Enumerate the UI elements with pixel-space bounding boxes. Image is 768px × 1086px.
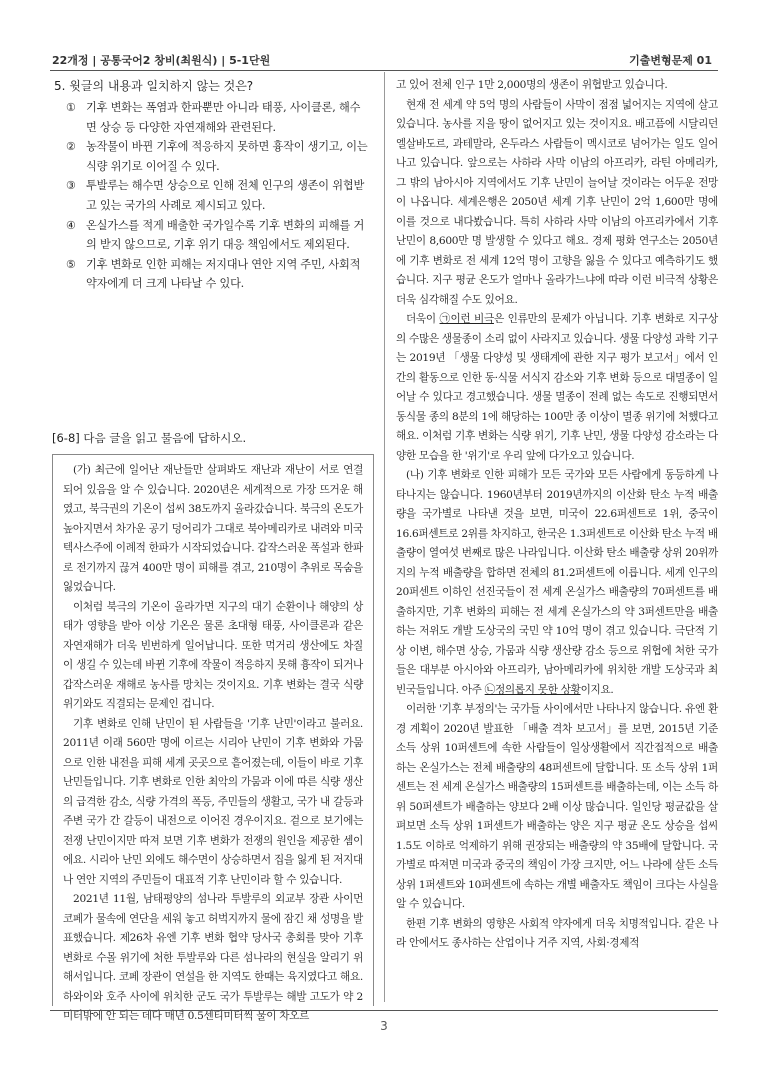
question-5 (52, 76, 370, 294)
choice-4[interactable] (52, 216, 370, 255)
passage-box-left (52, 454, 374, 1022)
passage-right-column (396, 76, 718, 954)
underlined-mark-a: ㉠이런 비극 (439, 313, 494, 325)
passage-paragraph: 기후 변화로 인해 난민이 된 사람들을 '기후 난민'이라고 불러요. 2011년 이래 560만 명에 이르는 시리아 난민이 기후 변화와 가뭄으로 인한 내전을 피해 세계 곳곳으로 흩어졌는데, 이들이 바로 기후 난민들입니다. 기후 변화로 인한 최악의 가뭄과 이에 따른 식량 생산의 급격한 감소, 식량 가격의 폭등, 주민들의 생활고, 국가 내 갈등과 주변 국가 간 갈등이 내전으로 이어진 경우이지요. 겉으로 보기에는 전쟁 난민이지만 따져 보면 기후 변화가 전쟁의 원인을 제공한 셈이에요. 시리아 난민 외에도 해수면이 상승하면서 집을 잃게 된 저지대나 연안 지역의 주민들이 대표적 기후 난민이라 할 수 있습니다. (63, 717, 363, 886)
passage-paragraph: 이처럼 북극의 기온이 올라가면 지구의 대기 순환이나 해양의 상태가 영향을 받아 이상 기온은 물론 초대형 태풍, 사이클론과 같은 자연재해가 더욱 빈번하게 일어납니다. 또한 먹거리 생산에도 차질이 생길 수 있는데 바뀐 기후에 작물이 적응하지 못해 흉작이 되거나 갑작스러운 재해로 농사를 망치는 것이지요. 기후 변화는 결국 식량 위기와도 직결되는 문제인 겁니다. (63, 600, 363, 710)
passage-text: (나) 기후 변화로 인한 피해가 모든 국가와 모든 사람에게 동등하게 나타나지는 않습니다. 1960년부터 2019년까지의 이산화 탄소 누적 배출량을 국가별로 나타낸 것을 보면, 미국이 22.6퍼센트로 1위, 중국이 16.6퍼센트로 2위를 차지하고, 한국은 1.3퍼센트로 이산화 탄소 누적 배출량이 열여섯 번째로 많은 나라입니다. 이산화 탄소 배출량 상위 20위까지의 누적 배출량을 합하면 전체의 81.2퍼센트에 이릅니다. 세계 인구의 20퍼센트 이하인 선진국들이 전 세계 온실가스 배출량의 70퍼센트를 배출하지만, 기후 변화의 피해는 전 세계 온실가스의 약 3퍼센트만을 배출하는 저위도 개발 도상국의 국민 약 10억 명이 겪고 있습니다. 극단적 기상 이변, 해수면 상승, 가뭄과 식량 생산량 감소 등으로 위협에 처한 국가들은 대부분 아시아와 아프리카, 남아메리카에 위치한 개발 도상국과 최빈국들입니다. 아주 (396, 469, 718, 696)
choice-text: 기후 변화는 폭염과 한파뿐만 아니라 태풍, 사이클론, 해수면 상승 등 다양한 자연재해와 관련된다. (86, 101, 361, 134)
passage-paragraph: 한편 기후 변화의 영향은 사회적 약자에게 더욱 치명적입니다. 같은 나라 안에서도 종사하는 산업이나 거주 지역, 사회·경제적 (396, 917, 718, 949)
question-5-stem: 5. 윗글의 내용과 일치하지 않는 것은? (54, 79, 254, 93)
passage-text: 더욱이 (406, 313, 440, 325)
choice-number: ② (66, 140, 76, 154)
bottom-rule (50, 1010, 718, 1011)
choice-number: ① (66, 101, 76, 114)
choice-number: ⑤ (66, 257, 76, 271)
choice-1[interactable] (52, 98, 370, 137)
choice-3[interactable] (52, 176, 370, 215)
choice-text: 기후 변화로 인한 피해는 저지대나 연안 지역 주민, 사회적 약자에게 더 크게 나타날 수 있다. (86, 257, 361, 291)
choice-text: 투발루는 해수면 상승으로 인해 전체 인구의 생존이 위협받고 있는 국가의 사례로 제시되고 있다. (86, 179, 365, 212)
passage-paragraph: 이러한 '기후 부정의'는 국가들 사이에서만 나타나지 않습니다. 유엔 환경 계획이 2020년 발표한 「배출 격차 보고서」를 보면, 2015년 기준 소득 상위 10퍼센트에 속한 사람들이 일상생활에서 직간접적으로 배출하는 온실가스는 전체 배출량의 48퍼센트에 달합니다. 또 소득 상위 1퍼센트는 전 세계 온실가스 배출량의 15퍼센트를 배출하는데, 이는 소득 하위 50퍼센트가 배출하는 양보다 2배 이상 많습니다. 일인당 평균값을 살펴보면 소득 상위 1퍼센트가 배출하는 양은 지구 평균 온도 상승을 섭씨 1.5도 이하로 억제하기 위해 권장되는 배출량의 약 35배에 달합니다. 국가별로 따져면 미국과 중국의 책임이 가장 크지만, 어느 나라에 살든 소득 상위 1퍼센트와 10퍼센트에 속하는 개별 배출자도 책임이 크다는 사실을 알 수 있습니다. (396, 703, 718, 910)
passage-paragraph: (가) 최근에 일어난 재난들만 살펴봐도 재난과 재난이 서로 연결되어 있음을 알 수 있습니다. 2020년은 세계적으로 가장 뜨거운 해였고, 북극권의 기온이 섭씨 38도까지 올라갔습니다. 북극의 온도가 높아지면서 차가운 공기 덩어리가 그대로 북아메리카로 내려와 미국 텍사스주에 이례적 한파가 시작되었습니다. 갑작스러운 폭설과 한파로 전기까지 끊겨 400만 명이 피해를 겪고, 210명이 추위로 목숨을 잃었습니다. (63, 464, 363, 593)
choice-text: 농작물이 바뀐 기후에 적응하지 못하면 흉작이 생기고, 이는 식량 위기로 이어질 수 있다. (86, 140, 368, 173)
page-number: 3 (380, 1019, 388, 1033)
underlined-mark-b: ㉡정의롭지 못한 상황 (484, 683, 581, 696)
header-course-info: 22개정 | 공통국어2 창비(최원식) | 5-1단원 (52, 54, 271, 67)
passage-paragraph: 현재 전 세계 약 5억 명의 사람들이 사막이 점점 넓어지는 지역에 살고 있습니다. 농사를 지을 땅이 없어지고 있는 것이지요. 배고픔에 시달리던 엘살바도르, 과테말라, 온두라스 사람들이 멕시코로 넘어가는 일도 일어나고 있습니다. 앞으로는 사하라 사막 이남의 아프리카, 라틴 아메리카, 그 밖의 남아시아 지역에서도 기후 난민이 늘어날 것이라는 어두운 전망이 나옵니다. 세계은행은 2050년 세계 기후 난민이 2억 1,600만 명에 이를 것으로 내다봤습니다. 특히 사하라 사막 이남의 아프리카에서 기후 난민이 8,600만 명 발생할 수 있다고 해요. 경제 평화 연구소는 2050년에 기후 변화로 전 세계 12억 명이 고향을 잃을 수 있다고 예측하기도 했습니다. 지구 평균 온도가 얼마나 올라가느냐에 따라 이런 비극적 상황은 더욱 심각해질 수도 있어요. (396, 98, 718, 306)
passage-paragraph: 2021년 11월, 남태평양의 섬나라 투발루의 외교부 장관 사이먼 코페가 물속에 연단을 세워 놓고 허벅지까지 물에 잠긴 채 성명을 발표했습니다. 제26차 유엔 기후 변화 협약 당사국 총회를 맞아 기후 변화로 수몰 위기에 처한 투발루와 다른 섬나라의 현실을 알리기 위해서입니다. 코페 장관이 연설을 한 지역도 한때는 육지였다고 해요. 하와이와 호주 사이에 위치한 군도 국가 투발루는 해발 고도가 약 2미터밖에 안 되는 데다 매년 0.5센티미터씩 물이 차오르 (63, 893, 363, 1022)
column-divider (384, 72, 385, 1002)
header-exam-title: 기출변형문제 01 (629, 54, 712, 67)
passage-paragraph: 고 있어 전체 인구 1만 2,000명의 생존이 위협받고 있습니다. (396, 79, 668, 91)
passage-text: 이지요. (580, 683, 614, 696)
section-heading: [6-8] 다음 글을 읽고 물음에 답하시오. (52, 431, 247, 445)
choice-number: ④ (66, 218, 76, 232)
passage-paragraph (396, 466, 718, 700)
passage-text: 은 인류만의 문제가 아닙니다. 기후 변화로 지구상의 수많은 생물종이 소리 없이 사라지고 있습니다. 생물 다양성 과학 기구는 2019년 「생물 다양성 및 생태계에 관한 지구 평가 보고서」에서 인간의 활동으로 인한 동·식물 서식지 감소와 기후 변화 등으로 대멸종이 일어날 수 있다고 경고했습니다. 생물 멸종이 전례 없는 속도로 진행되면서 동식물 종의 8분의 1에 해당하는 100만 종 이상이 멸종 위기에 처했다고 해요. 이처럼 기후 변화는 식량 위기, 기후 난민, 생물 다양성 감소라는 다양한 모습을 한 '위기'로 우리 앞에 다가오고 있습니다. (396, 313, 718, 462)
passage-paragraph (396, 310, 718, 466)
top-rule (50, 70, 718, 71)
choice-number: ③ (66, 179, 76, 193)
choice-2[interactable] (52, 137, 370, 176)
choice-text: 온실가스를 적게 배출한 국가일수록 기후 변화의 피해를 거의 받지 않으므로, 기후 위기 대응 책임에서도 제외된다. (86, 218, 365, 252)
choice-5[interactable] (52, 255, 370, 294)
